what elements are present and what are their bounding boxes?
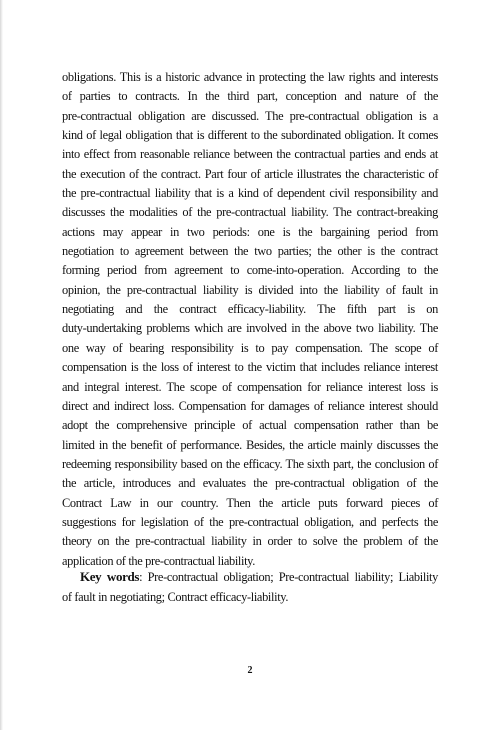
abstract-body	[62, 68, 438, 571]
keywords-label: Key words	[80, 569, 140, 584]
body-line: Contract Law in our country. Then the article puts forward pieces of	[62, 495, 438, 510]
body-line: limited in the benefit of performance. Besides, the article mainly discusses the	[62, 437, 438, 452]
body-line: theory on the pre-contractual liability in order to solve the problem of the	[62, 534, 438, 549]
body-line: discusses the modalities of the pre-contractual liability. The contract-breaking	[62, 205, 438, 220]
body-line: of parties to contracts. In the third part, conception and nature of the	[62, 89, 438, 104]
body-line: kind of legal obligation that is different to the subordinated obligation. It comes	[62, 128, 438, 143]
body-line: the article, introduces and evaluates the pre-contractual obligation of the	[62, 476, 438, 491]
body-line: compensation is the loss of interest to the victim that includes reliance interest	[62, 360, 438, 375]
page-edge-shadow	[0, 0, 3, 730]
body-line: into effect from reasonable reliance between the contractual parties and ends at	[62, 147, 438, 162]
body-line: forming period from agreement to come-into-operation. According to the	[62, 263, 438, 278]
body-line: pre-contractual obligation are discussed. The pre-contractual obligation is a	[62, 108, 438, 123]
body-line: redeeming responsibility based on the efficacy. The sixth part, the conclusion of	[62, 456, 438, 471]
body-line: direct and indirect loss. Compensation for damages of reliance interest should	[62, 398, 438, 413]
keywords-section	[62, 567, 438, 607]
body-line: adopt the comprehensive principle of actual compensation rather than be	[62, 418, 438, 433]
page-number: 2	[247, 665, 253, 676]
body-line: opinion, the pre-contractual liability is divided into the liability of fault in	[62, 282, 438, 297]
body-line: application of the pre-contractual liability.	[62, 553, 255, 568]
body-line: negotiation to agreement between the two parties; the other is the contract	[62, 244, 438, 259]
body-line: suggestions for legislation of the pre-contractual obligation, and perfects the	[62, 514, 438, 529]
body-line: the execution of the contract. Part four of article illustrates the characteristic of	[62, 166, 438, 181]
body-line: duty-undertaking problems which are involved in the above two liability. The	[62, 321, 438, 336]
keywords-line-1	[62, 567, 438, 587]
body-line: and integral interest. The scope of compensation for reliance interest loss is	[62, 379, 438, 394]
body-line: actions may appear in two periods: one is the bargaining period from	[62, 224, 438, 239]
body-line: the pre-contractual liability that is a kind of dependent civil responsibility and	[62, 186, 438, 201]
body-line: one way of bearing responsibility is to pay compensation. The scope of	[62, 340, 438, 355]
body-line: negotiating and the contract efficacy-liability. The fifth part is on	[62, 302, 438, 317]
keywords-text: : Pre-contractual obligation; Pre-contractual liability; Liability	[139, 570, 438, 584]
body-line: obligations. This is a historic advance in protecting the law rights and interests	[62, 70, 438, 84]
keywords-line-2: of fault in negotiating; Contract efficacy-liability.	[62, 590, 289, 604]
